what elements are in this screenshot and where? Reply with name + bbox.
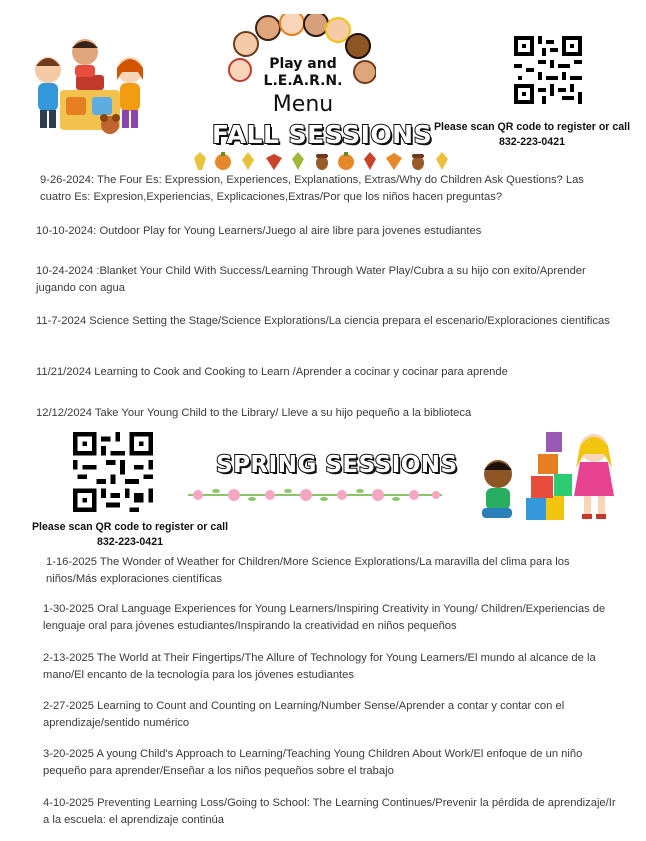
logo-title-line2: L.E.A.R.N. [263,73,343,89]
logo-menu: Menu [272,92,334,117]
spring-session-2: 1-30-2025 Oral Language Experiences for Young Learners/Inspiring Creativity in Young/ Children/Experiencias de lenguaje oral para jóvenes estudiantes/Inspirando la creatividad en niños pequeños [43,603,606,632]
fall-qr-note [422,120,642,150]
children-cooking-illustration [30,30,155,140]
spring-session-1: 1-16-2025 The Wonder of Weather for Children/More Science Explorations/La maravilla del clima para los niños/Más exploraciones científicas [46,556,570,585]
fall-sessions-title: FALL SESSIONS [212,120,433,149]
autumn-leaves-decoration [190,150,452,172]
spring-session-4: 2-27-2025 Learning to Count and Counting on Learning/Number Sense/Aprender a contar y contar con el aprendizaje/sentido numérico [43,700,565,729]
flower-vine-decoration [186,485,444,505]
spring-sessions-title: SPRING SESSIONS [216,452,458,478]
fall-phone-number[interactable]: 832-223-0421 [499,136,565,148]
spring-phone-number[interactable]: 832-223-0421 [97,536,163,548]
logo-title-line1: Play and [269,56,337,72]
fall-session-6: 12/12/2024 Take Your Young Child to the Library/ Lleve a su hijo pequeño a la biblioteca [36,407,472,419]
spring-qr-note [20,520,240,550]
spring-session-3: 2-13-2025 The World at Their Fingertips/The Allure of Technology for Young Learners/El mundo al alcance de la mano/El encanto de la tecnología para los jóvenes estudiantes [43,652,596,681]
fall-session-2: 10-10-2024: Outdoor Play for Young Learners/Juego al aire libre para jovenes estudiantes [36,225,482,237]
spring-session-5: 3-20-2025 A young Child's Approach to Learning/Teaching Young Children About Work/El enfoque de un niño pequeño para aprender/Enseñar a los niños pequeños sobre el trabajo [43,748,583,777]
spring-qr-note-text: Please scan QR code to register or call [31,521,229,533]
fall-session-1: 9-26-2024: The Four Es: Expression, Experiences, Explanations, Extras/Why do Children Ask Questions? Las cuatro Es: Expresion,Experiencias, Explicaciones,Extras/Por que los niños hacen preguntas? [40,174,584,203]
fall-qr-code[interactable] [514,36,582,104]
fall-qr-note-text: Please scan QR code to register or call [433,121,631,133]
fall-session-3: 10-24-2024 :Blanket Your Child With Success/Learning Through Water Play/Cubra a su hijo con exito/Aprender jugando con agua [36,265,586,294]
children-blocks-illustration [476,418,626,528]
logo-title [248,56,358,90]
fall-session-5: 11/21/2024 Learning to Cook and Cooking to Learn /Aprender a cocinar y cocinar para aprende [36,366,508,378]
spring-qr-code[interactable] [73,432,153,512]
spring-session-6: 4-10-2025 Preventing Learning Loss/Going to School: The Learning Continues/Prevenir la pérdida de aprendizaje/Ir a la escuela: el aprendizaje continúa [43,797,616,826]
fall-session-4: 11-7-2024 Science Setting the Stage/Science Explorations/La ciencia prepara el escenario/Exploraciones cientificas [36,315,610,327]
